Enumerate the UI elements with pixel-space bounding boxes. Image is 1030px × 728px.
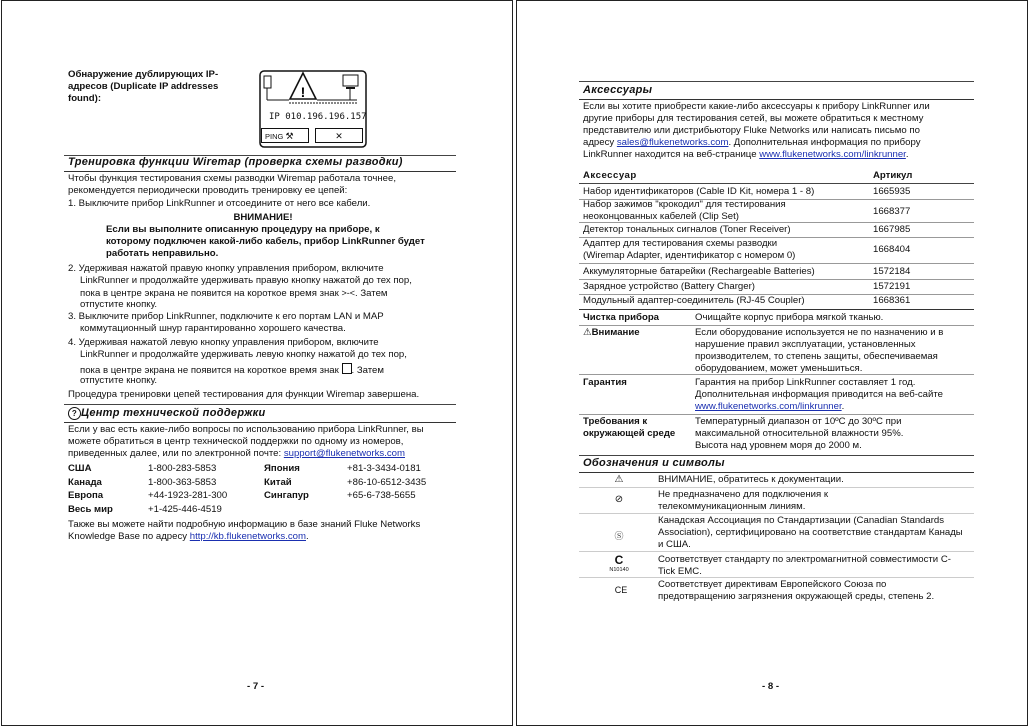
support-intro-1: Если у вас есть какие-либо вопросы по использованию прибора LinkRunner, вы: [68, 424, 424, 435]
divider: [579, 414, 974, 415]
trash-icon: [342, 363, 352, 374]
contact-country: Сингапур: [264, 490, 309, 501]
duplicate-ip-screen: [259, 70, 367, 148]
warning-triangle-icon: ⚠: [583, 327, 592, 338]
warranty-link-row: [695, 401, 844, 413]
table-cell-part: 1665935: [873, 186, 911, 197]
wiremap-step-2b: LinkRunner и продолжайте удерживать правую кнопку нажатой до тех пор,: [80, 275, 412, 286]
table-cell-name: Модульный адаптер-соединитель (RJ-45 Coupler): [583, 295, 805, 306]
wiremap-step-4e: отпустите кнопку.: [80, 375, 158, 386]
support-intro-3: [68, 448, 405, 460]
warranty-text-2: Дополнительная информация приводится на веб-сайте: [695, 389, 943, 400]
table-cell-name: Набор идентификаторов (Cable ID Kit, номера 1 - 8): [583, 186, 815, 197]
env-text-2: максимальной относительной влажности 95%.: [695, 428, 904, 439]
divider: [64, 404, 456, 405]
support-intro-3-text: приведенных далее, или по электронной почте:: [68, 448, 282, 459]
table-cell-name: Детектор тональных сигналов (Toner Receiver): [583, 224, 791, 235]
caution-label-row: [583, 327, 640, 339]
divider: [579, 472, 974, 473]
contact-phone: +86-10-6512-3435: [347, 477, 427, 488]
divider: [579, 551, 974, 552]
contact-phone: +44-1923-281-300: [148, 490, 228, 501]
contact-country: Япония: [264, 463, 300, 474]
table-cell-name: Зарядное устройство (Battery Charger): [583, 281, 755, 292]
contact-country: Весь мир: [68, 504, 113, 515]
divider: [579, 487, 974, 488]
page-left: [1, 0, 513, 726]
wiremap-step-2a: 2. Удерживая нажатой правую кнопку управления прибором, включите: [68, 263, 384, 274]
table-cell-name: Аккумуляторные батарейки (Rechargeable Batteries): [583, 266, 815, 277]
accessories-p1: Если вы хотите приобрести какие-либо аксессуары к прибору LinkRunner или: [583, 101, 930, 112]
table-cell-part: 1572191: [873, 281, 911, 292]
symbol-no-telecom-text: Не предназначено для подключения к телекоммуникационным линиям.: [658, 489, 829, 512]
phone-help-icon: ?: [68, 407, 81, 420]
table-header-item: Аксессуар: [583, 170, 637, 181]
ce-mark-icon: CE: [614, 585, 628, 595]
contact-phone: 1-800-283-5853: [148, 463, 217, 474]
support-title: Центр технической поддержки: [81, 407, 266, 419]
contact-phone: +81-3-3434-0181: [347, 463, 421, 474]
symbol-csa-text: Канадская Ассоциация по Стандартизации (Canadian Standards Association), сертифицировано на соответствие стандартам Канады и США.: [658, 515, 963, 550]
c-tick-icon: C: [614, 553, 624, 567]
env-label-1: Требования к: [583, 416, 648, 427]
wiremap-step-4c-text: пока в центре экрана не появится на короткое время знак: [80, 365, 339, 376]
wiremap-step-3a: 3. Выключите прибор LinkRunner, подключите к его портам LAN и MAP: [68, 311, 384, 322]
no-telecom-icon: ⊘: [614, 494, 624, 505]
table-divider: [579, 279, 974, 280]
divider: [579, 577, 974, 578]
divider: [579, 513, 974, 514]
wiremap-step-4b: LinkRunner и продолжайте удерживать левую кнопку нажатой до тех пор,: [80, 349, 407, 360]
table-cell-part: 1668361: [873, 295, 911, 306]
wiremap-step-3b: коммутационный шнур гарантированно хорошего качества.: [80, 323, 346, 334]
env-text-3: Высота над уровнем моря до 2000 м.: [695, 440, 862, 451]
contact-country: Канада: [68, 477, 102, 488]
wiremap-intro: Чтобы функция тестирования схемы разводки Wiremap работала точнее, рекомендуется периодически проводить тренировку ее цепей:: [68, 173, 397, 196]
divider: [579, 81, 974, 82]
kb-text-1: Также вы можете найти подробную информацию в базе знаний Fluke Networks: [68, 519, 421, 530]
contact-country: Европа: [68, 490, 104, 501]
wrench-icon: ⚒: [285, 131, 294, 141]
accessories-p4: [583, 137, 921, 149]
contact-country: США: [68, 463, 92, 474]
symbol-caution-text: ВНИМАНИЕ, обратитесь к документации.: [658, 474, 844, 485]
screen-ip: IP 010.196.196.157: [269, 112, 367, 122]
divider: [579, 325, 974, 326]
table-cell-part: 1572184: [873, 266, 911, 277]
symbol-ce-text: Соответствует директивам Европейского Союза по предотвращению загрязнения окружающей среды, степень 2.: [658, 579, 935, 602]
accessories-p5: [583, 149, 909, 161]
divider: [64, 171, 456, 172]
page-number: - 8 -: [762, 681, 780, 692]
warning-text: Если вы выполните описанную процедуру на приборе, к которому подключен какой-либо кабель, прибор LinkRunner будет работать неправильно.: [106, 224, 425, 259]
wiremap-step-4a: 4. Удерживая нажатой левую кнопку управления прибором, включите: [68, 337, 379, 348]
symbols-title: Обозначения и символы: [583, 457, 725, 469]
cleaning-label: Чистка прибора: [583, 312, 660, 323]
divider: [64, 422, 456, 423]
short-circuit-icon: >-<: [341, 288, 356, 298]
wiremap-step-4d-text: . Затем: [351, 365, 384, 376]
cleaning-text: Очищайте корпус прибора мягкой тканью.: [695, 312, 884, 323]
divider: [579, 99, 974, 100]
caution-label: Внимание: [591, 327, 640, 338]
c-tick-code: N10140: [609, 567, 629, 573]
kb-text-2a: Knowledge Base по адресу: [68, 531, 188, 542]
wiremap-step-2d-text: . Затем: [355, 288, 388, 299]
contact-phone: +65-6-738-5655: [347, 490, 416, 501]
support-email-link[interactable]: support@flukenetworks.com: [283, 448, 406, 459]
kb-end: .: [306, 531, 309, 542]
divider: [579, 309, 974, 310]
accessories-p2: другие приборы для тестирования сетей, вы можете обратиться к местному: [583, 113, 924, 124]
screen-ping-button: [261, 128, 309, 143]
kb-link[interactable]: http://kb.flukenetworks.com: [189, 531, 306, 542]
contact-phone: +1-425-446-4519: [148, 504, 222, 515]
screen-ping-label: PING: [265, 132, 284, 141]
support-title-row: [68, 407, 266, 420]
table-cell-name: Набор зажимов "крокодил" для тестирования неоконцованных кабелей (Clip Set): [583, 199, 786, 222]
caution-symbol-icon: ⚠: [614, 474, 624, 485]
table-divider: [579, 222, 974, 223]
wiremap-step-2e: отпустите кнопку.: [80, 299, 158, 310]
warranty-text-1: Гарантия на прибор LinkRunner составляет 1 год.: [695, 377, 916, 388]
wiremap-title: Тренировка функции Wiremap (проверка схемы разводки): [68, 156, 403, 168]
wiremap-step-1: 1. Выключите прибор LinkRunner и отсоедините от него все кабели.: [68, 198, 371, 209]
divider: [579, 374, 974, 375]
table-divider: [579, 263, 974, 264]
table-cell-name: Адаптер для тестирования схемы разводки (Wiremap Adapter, идентификатор с номером 0): [583, 238, 796, 261]
table-header-part: Артикул: [873, 170, 913, 181]
contact-country: Китай: [264, 477, 292, 488]
duplicate-ip-label: Обнаружение дублирующих IP-адресов (Duplicate IP addresses found):: [68, 69, 219, 104]
warranty-end: .: [841, 401, 845, 412]
table-cell-part: 1667985: [873, 224, 911, 235]
page-number: - 7 -: [247, 681, 265, 692]
table-cell-part: 1668404: [873, 244, 911, 255]
sales-email-link[interactable]: sales@flukenetworks.com: [616, 137, 729, 148]
page-right: [516, 0, 1028, 726]
accessories-title: Аксессуары: [583, 84, 653, 96]
screen-close-button: ✕: [315, 128, 363, 143]
warranty-label: Гарантия: [583, 377, 627, 388]
caution-text: Если оборудование используется не по назначению и в нарушение правил эксплуатации, установленных производителем, то степень защиты, обеспечиваемая оборудованием, может уменьшиться.: [695, 327, 944, 374]
wiremap-done: Процедура тренировки цепей тестирования для функции Wiremap завершена.: [68, 389, 420, 400]
accessories-p4b: . Дополнительная информация по прибору: [728, 137, 921, 148]
symbol-ctick-text: Соответствует стандарту по электромагнитной совместимости C-Tick EMC.: [658, 554, 951, 577]
csa-mark-icon: Ⓢ: [614, 531, 624, 541]
contact-phone: 1-800-363-5853: [148, 477, 217, 488]
accessories-p5b: .: [905, 149, 909, 160]
env-text-1: Температурный диапазон от 10ºC до 30ºC при: [695, 416, 902, 427]
accessories-p3: представителю или дистрибьютору Fluke Networks или написать письмо по: [583, 125, 920, 136]
linkrunner-url-link[interactable]: www.flukenetworks.com/linkrunner: [759, 149, 906, 160]
kb-text-2: [68, 531, 309, 543]
warranty-link[interactable]: www.flukenetworks.com/linkrunner: [695, 401, 842, 412]
table-cell-part: 1668377: [873, 206, 911, 217]
svg-text:!: !: [300, 84, 306, 100]
support-intro-2: можете обратиться в центр технической поддержки по одному из номеров,: [68, 436, 404, 447]
env-label-2: окружающей среде: [583, 428, 676, 439]
table-divider: [579, 183, 974, 184]
warning-title: ВНИМАНИЕ!: [233, 212, 293, 223]
accessories-p5a: LinkRunner находится на веб-странице: [583, 149, 757, 160]
wiremap-step-2c-text: пока в центре экрана не появится на короткое время знак: [80, 288, 339, 299]
accessories-p4a: адресу: [583, 137, 615, 148]
divider: [579, 455, 974, 456]
